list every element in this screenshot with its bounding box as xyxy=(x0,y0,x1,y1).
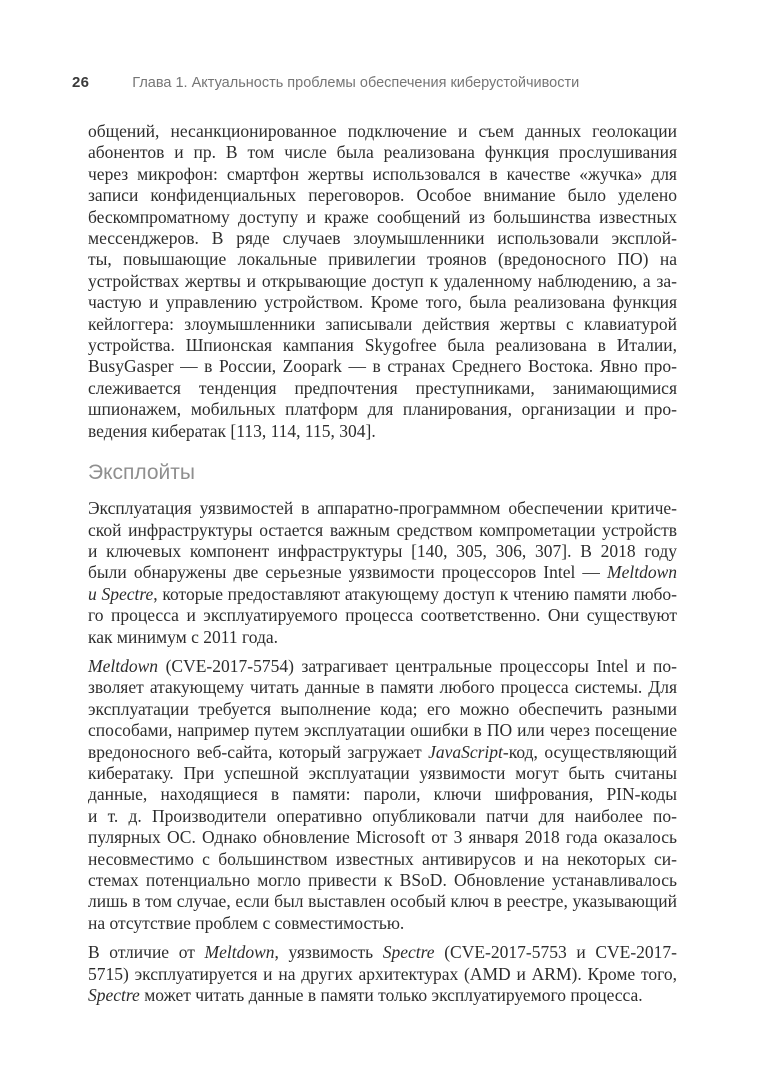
text-line: устройствах жертвы и открывающие доступ к удаленному наблюдению, а за- xyxy=(88,270,677,291)
page-number: 26 xyxy=(72,74,90,91)
text-line: записи конфиденциальных переговоров. Особое внимание было уделено xyxy=(88,185,677,206)
text-line: ведения кибератак [113, 114, 115, 304]. xyxy=(88,420,376,441)
text-line: Spectre может читать данные в памяти только эксплуатируемого процесса. xyxy=(88,985,643,1006)
text-line: частую и управлению устройством. Кроме того, была реализована функция xyxy=(88,292,677,313)
text-line: шпионажем, мобильных платформ для планирования, организации и про- xyxy=(88,399,677,420)
text-line: общений, несанкционированное подключение и съем данных геолокации xyxy=(88,121,677,141)
paragraph xyxy=(88,656,677,934)
text-line: данные, находящиеся в памяти: пароли, ключи шифрования, PIN-коды xyxy=(88,784,677,805)
text-line: го процесса и эксплуатируемого процесса соответственно. Они существуют xyxy=(88,605,677,626)
text-line: ской инфраструктуры остается важным средством компрометации устройств xyxy=(88,519,677,540)
text-line: мессенджеров. В ряде случаев злоумышленники использовали эксплой- xyxy=(88,228,677,249)
text-line: 5715) эксплуатируется и на других архитектурах (AMD и ARM). Кроме того, xyxy=(88,963,677,984)
text-line: бескомпроматному доступу и краже сообщений из большинства известных xyxy=(88,206,677,227)
text-line: Meltdown (CVE-2017-5754) затрагивает центральные процессоры Intel и по- xyxy=(88,655,677,676)
text-line: стемах потенциально могло привести к BSoD. Обновление устанавливалось xyxy=(88,870,677,890)
text-line: ты, повышающие локальные привилегии троянов (вредоносного ПО) на xyxy=(88,249,677,270)
text-line: через микрофон: смартфон жертвы использовался в качестве «жучка» для xyxy=(88,163,677,184)
text-line: В отличие от Meltdown, уязвимость Spectre (CVE-2017-5753 и CVE-2017- xyxy=(88,942,677,963)
text-line: как минимум с 2011 года. xyxy=(88,626,278,647)
page-body xyxy=(88,121,677,1014)
chapter-title: Глава 1. Актуальность проблемы обеспечения киберустойчивости xyxy=(132,75,580,91)
text-line: и т. д. Производители оперативно опубликовали патчи для наиболее по- xyxy=(88,805,677,826)
text-line: кейлоггера: злоумышленники записывали действия жертвы с клавиатурой xyxy=(88,313,677,334)
text-line: BusyGasper — в России, Zoopark — в странах Среднего Востока. Явно про- xyxy=(88,356,677,377)
paragraph xyxy=(88,498,677,648)
section-heading: Эксплойты xyxy=(88,461,195,485)
page-header xyxy=(72,74,704,91)
text-line: вредоносного веб-сайта, который загружает JavaScript-код, осуществляющий xyxy=(88,741,677,762)
text-line: абонентов и пр. В том числе была реализована функция прослушивания xyxy=(88,142,677,163)
paragraph xyxy=(88,942,677,1006)
text-line: несовместимо с большинством известных антивирусов и на некоторых си- xyxy=(88,848,677,869)
text-line: зволяет атакующему читать данные в памяти любого процесса системы. Для xyxy=(88,677,677,698)
text-line: и ключевых компонент инфраструктуры [140, 305, 306, 307]. В 2018 году xyxy=(88,540,677,561)
text-line: слеживается тенденция предпочтения преступниками, занимающимися xyxy=(88,377,677,398)
paragraph xyxy=(88,121,677,442)
text-line: на отсутствие проблем с совместимостью. xyxy=(88,912,405,933)
text-line: Эксплуатация уязвимостей в аппаратно-программном обеспечении критиче- xyxy=(88,498,677,519)
text-line: устройства. Шпионская кампания Skygofree была реализована в Италии, xyxy=(88,335,677,356)
text-line: кибератаку. При успешной эксплуатации уязвимости могут быть считаны xyxy=(88,762,677,783)
text-line: и Spectre, которые предоставляют атакующему доступ к чтению памяти любо- xyxy=(88,583,677,604)
text-line: эксплуатации требуется выполнение кода; его можно обеспечить разными xyxy=(88,698,677,719)
text-line: были обнаружены две серьезные уязвимости процессоров Intel — Meltdown xyxy=(88,562,677,583)
text-line: лишь в том случае, если был выставлен особый ключ в реестре, указывающий xyxy=(88,891,677,912)
text-line: способами, например путем эксплуатации ошибки в ПО или через посещение xyxy=(88,720,677,741)
text-line: пулярных ОС. Однако обновление Microsoft от 3 января 2018 года оказалось xyxy=(88,827,677,848)
